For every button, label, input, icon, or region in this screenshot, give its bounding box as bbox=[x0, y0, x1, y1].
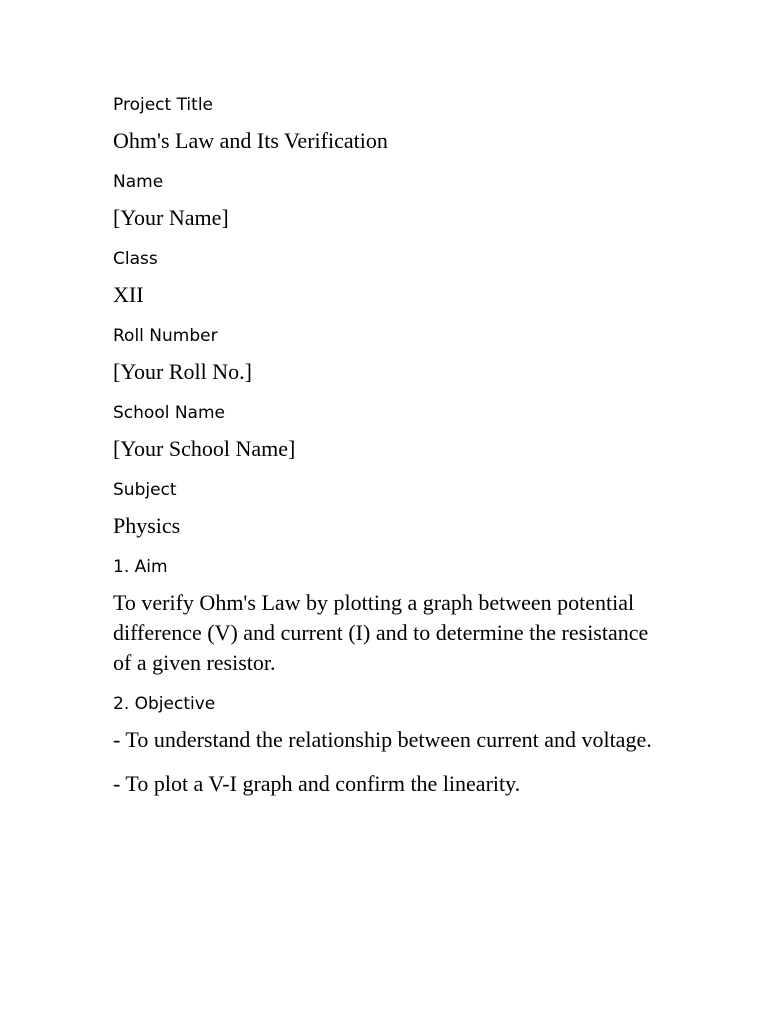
name-label: Name bbox=[113, 172, 164, 192]
project-title-value: Ohm's Law and Its Verification bbox=[113, 128, 388, 153]
project-title-label: Project Title bbox=[113, 95, 213, 115]
subject-value: Physics bbox=[113, 513, 181, 538]
objective-item: - To plot a V-I graph and confirm the linearity. bbox=[113, 771, 521, 796]
school-name-value: [Your School Name] bbox=[113, 436, 296, 461]
subject-label: Subject bbox=[113, 480, 177, 500]
class-value: XII bbox=[113, 282, 144, 307]
aim-text: To verify Ohm's Law by plotting a graph between potential difference (V) and current (I) and to determine the resistance of a given resistor. bbox=[113, 590, 649, 675]
roll-number-value: [Your Roll No.] bbox=[113, 359, 252, 384]
class-label: Class bbox=[113, 249, 158, 269]
aim-heading: 1. Aim bbox=[113, 557, 168, 577]
objective-heading: 2. Objective bbox=[113, 694, 216, 714]
roll-number-label: Roll Number bbox=[113, 326, 218, 346]
school-name-label: School Name bbox=[113, 403, 225, 423]
objective-item: - To understand the relationship between current and voltage. bbox=[113, 727, 652, 752]
name-value: [Your Name] bbox=[113, 205, 229, 230]
document-page bbox=[113, 93, 658, 813]
